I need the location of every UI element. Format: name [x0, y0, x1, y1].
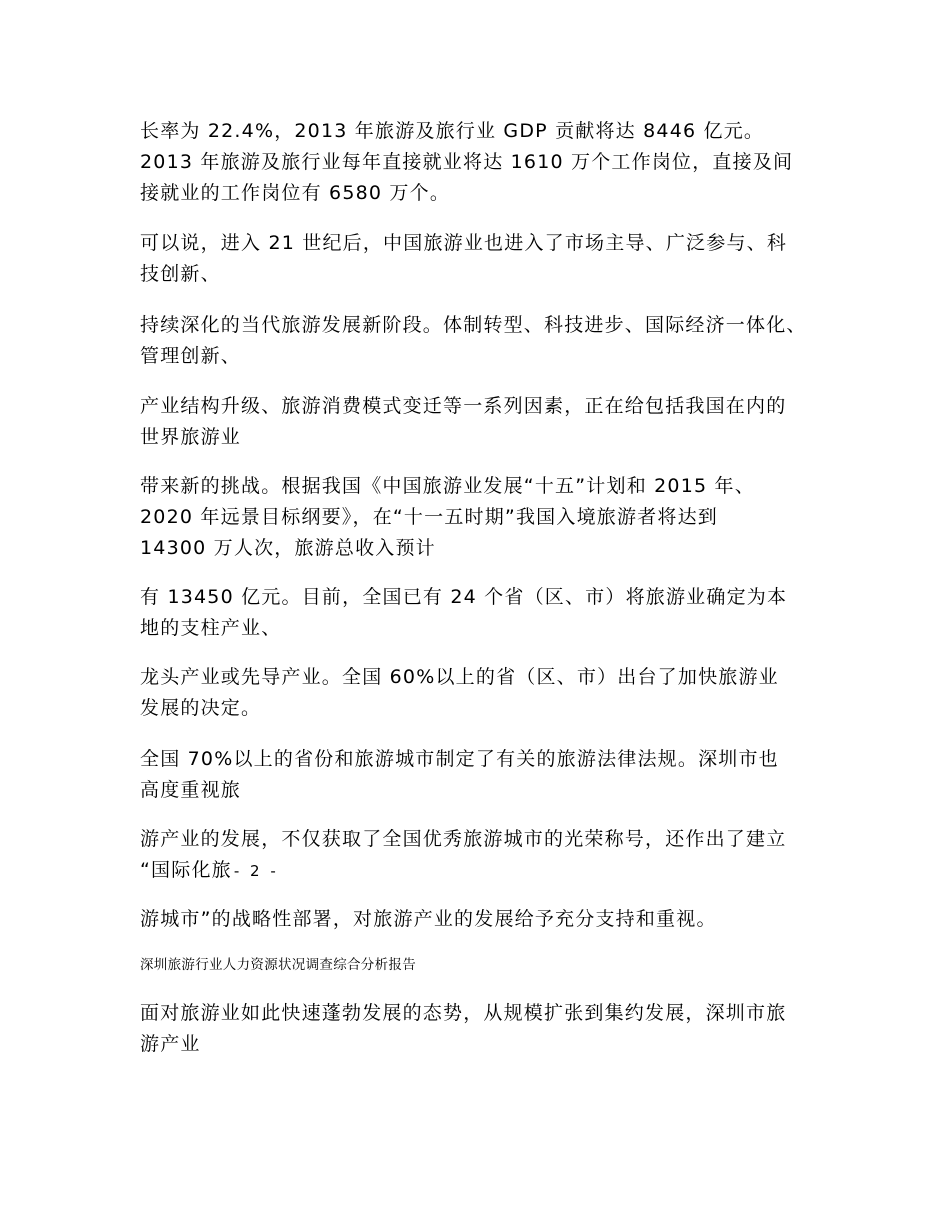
paragraph-4 [140, 391, 830, 453]
paragraph-6 [140, 582, 830, 644]
text-line-part: “国际化旅 [140, 859, 232, 881]
text-line: 持续深化的当代旅游发展新阶段。体制转型、科技进步、国际经济一体化、 [140, 314, 807, 336]
text-line: 接就业的工作岗位有 6580 万个。 [140, 182, 451, 204]
text-line: 地的支柱产业、 [140, 617, 282, 639]
text-line: 游城市”的战略性部署，对旅游产业的发展给予充分支持和重视。 [140, 908, 717, 930]
text-line: 技创新、 [140, 263, 221, 285]
text-line: 世界旅游业 [140, 426, 242, 448]
text-line: 2020 年远景目标纲要》，在“十一五时期”我国入境旅游者将达到 [140, 506, 718, 528]
paragraph-9 [140, 824, 830, 886]
text-line: 带来新的挑战。根据我国《中国旅游业发展“十五”计划和 2015 年、 [140, 475, 755, 497]
text-line: 管理创新、 [140, 345, 242, 367]
text-line: 全国 70%以上的省份和旅游城市制定了有关的旅游法律法规。深圳市也 [140, 748, 779, 770]
text-line: 14300 万人次，旅游总收入预计 [140, 537, 436, 559]
text-line: 龙头产业或先导产业。全国 60%以上的省（区、市）出台了加快旅游业 [140, 666, 779, 688]
text-line: 发展的决定。 [140, 697, 262, 719]
text-line: 游产业的发展，不仅获取了全国优秀旅游城市的光荣称号，还作出了建立 [140, 828, 787, 850]
paragraph-5 [140, 471, 830, 564]
text-line: 高度重视旅 [140, 779, 242, 801]
text-line: 2013 年旅游及旅行业每年直接就业将达 1610 万个工作岗位，直接及间 [140, 151, 794, 173]
paragraph-8 [140, 744, 830, 806]
paragraph-3 [140, 310, 830, 372]
text-line: 长率为 22.4%，2013 年旅游及旅行业 GDP 贡献将达 8446 亿元。 [140, 120, 765, 142]
text-line [140, 855, 830, 886]
running-header-block [140, 955, 830, 975]
text-line: 有 13450 亿元。目前，全国已有 24 个省（区、市）将旅游业确定为本 [140, 586, 788, 608]
paragraph-10 [140, 904, 830, 935]
paragraph-2 [140, 228, 830, 290]
running-header: 深圳旅游行业人力资源状况调查综合分析报告 [140, 957, 416, 973]
paragraph-1 [140, 116, 830, 209]
paragraph-11 [140, 998, 830, 1060]
text-line: 产业结构升级、旅游消费模式变迁等一系列因素，正在给包括我国在内的 [140, 395, 787, 417]
text-line: 面对旅游业如此快速蓬勃发展的态势，从规模扩张到集约发展，深圳市旅 [140, 1002, 787, 1024]
text-line: 可以说，进入 21 世纪后，中国旅游业也进入了市场主导、广泛参与、科 [140, 232, 788, 254]
paragraph-7 [140, 662, 830, 724]
page-number: - 2 - [233, 862, 279, 880]
text-line: 游产业 [140, 1033, 201, 1055]
